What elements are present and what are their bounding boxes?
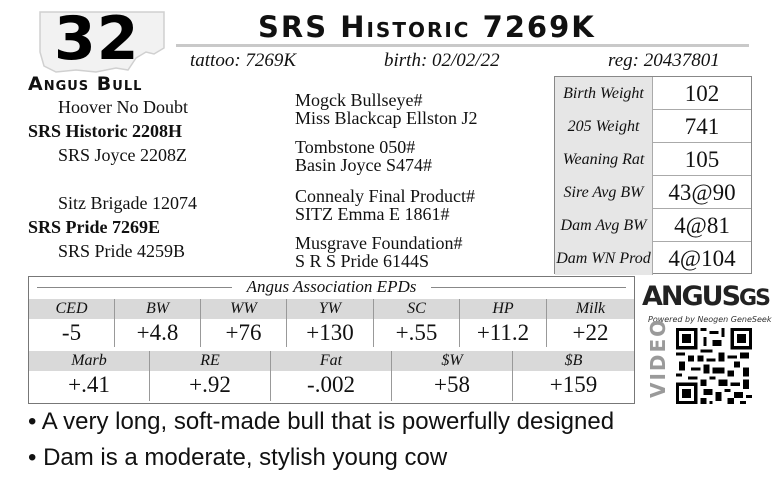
logo-main-text: ANGUS	[642, 281, 740, 312]
epd-title: Angus Association EPDs	[246, 277, 417, 296]
pedigree-ggp-1: Mogck Bullseye#	[295, 90, 423, 110]
pedigree-ggp-2: Miss Blackcap Ellston J2	[295, 108, 478, 128]
epd-table	[28, 276, 635, 404]
table-row	[555, 176, 751, 209]
pedigree-ggp-4: Basin Joyce S474#	[295, 155, 432, 175]
perf-label-dam-wn-prod: Dam WN Prod	[555, 242, 653, 275]
registration-text: reg: 20437801	[608, 50, 720, 71]
pedigree-sire-dam: SRS Joyce 2208Z	[58, 145, 188, 165]
perf-label-dam-avg-bw: Dam Avg BW	[555, 209, 653, 242]
epd-value-ced: -5	[29, 319, 115, 347]
perf-value-sire-avg-bw: 43@90	[668, 180, 736, 205]
table-row	[555, 77, 751, 110]
epd-label-sc: SC	[374, 299, 460, 319]
epd-value-milk: +22	[572, 320, 609, 345]
performance-table	[554, 76, 752, 274]
pedigree-sire-sire: Hoover No Doubt	[58, 97, 188, 117]
pedigree-ggp-8: S R S Pride 6144S	[295, 251, 430, 271]
note-2: • Dam is a moderate, stylish young cow	[28, 444, 448, 471]
table-row	[555, 143, 751, 176]
epd-value-w-index: +58	[392, 371, 513, 401]
lot-number: 32	[54, 4, 140, 74]
epd-row1-header	[29, 299, 634, 319]
perf-label-birth-weight: Birth Weight	[555, 77, 653, 110]
perf-value-dam-wn-prod: 4@104	[668, 246, 736, 271]
title-divider	[176, 44, 749, 47]
perf-value-dam-avg-bw: 4@81	[674, 213, 730, 238]
pedigree-dam-sire: Sitz Brigade 12074	[58, 193, 197, 213]
birth-date-text: birth: 02/02/22	[384, 50, 500, 71]
pedigree-ggp-5: Connealy Final Product#	[295, 186, 475, 206]
qr-code-icon[interactable]	[676, 328, 752, 404]
epd-label-milk: Milk	[575, 300, 606, 317]
epd-value-fat: -.002	[271, 371, 392, 401]
note-1: • A very long, soft-made bull that is powerfully designed	[28, 408, 615, 435]
animal-type-label: Angus Bull	[28, 73, 143, 95]
perf-label-sire-avg-bw: Sire Avg BW	[555, 176, 653, 209]
epd-value-bw: +4.8	[115, 319, 201, 347]
epd-label-marb: Marb	[29, 351, 150, 371]
perf-label-205-weight: 205 Weight	[555, 110, 653, 143]
epd-value-b-index: +159	[549, 372, 598, 397]
animal-name-title: SRS Historic 7269K	[258, 10, 596, 44]
logo-suffix-text: GS	[739, 286, 769, 311]
logo-subtitle: Powered by Neogen GeneSeek	[648, 315, 772, 324]
perf-value-weaning-ratio: 105	[684, 147, 720, 172]
pedigree-dam: SRS Pride 7269E	[28, 217, 161, 237]
epd-label-fat: Fat	[271, 351, 392, 371]
table-row	[555, 209, 751, 242]
epd-label-re: RE	[150, 351, 271, 371]
perf-label-weaning-ratio: Weaning Rat	[555, 143, 653, 176]
epd-label-ww: WW	[201, 299, 287, 319]
pedigree-ggp-6: SITZ Emma E 1861#	[295, 204, 450, 224]
lot-badge	[36, 4, 170, 76]
tattoo-text: tattoo: 7269K	[190, 50, 297, 71]
epd-value-re: +.92	[150, 371, 271, 401]
epd-label-w-index: $W	[392, 351, 513, 371]
table-row	[555, 110, 751, 143]
pedigree-ggp-3: Tombstone 050#	[295, 137, 416, 157]
pedigree-ggp-7: Musgrave Foundation#	[295, 233, 463, 253]
angus-gs-logo	[642, 281, 769, 312]
video-label: VIDEO	[646, 317, 670, 398]
epd-label-ced: CED	[29, 299, 115, 319]
pedigree-dam-dam: SRS Pride 4259B	[58, 241, 186, 261]
perf-value-birth-weight: 102	[684, 81, 720, 106]
epd-value-sc: +.55	[374, 319, 460, 347]
perf-value-205-weight: 741	[684, 114, 720, 139]
epd-row2-header	[29, 351, 634, 371]
epd-label-bw: BW	[115, 299, 201, 319]
epd-label-hp: HP	[460, 299, 547, 319]
epd-label-yw: YW	[287, 299, 374, 319]
table-row	[555, 242, 751, 275]
epd-value-marb: +.41	[29, 371, 150, 401]
pedigree-sire: SRS Historic 2208H	[28, 121, 183, 141]
epd-value-hp: +11.2	[460, 319, 547, 347]
epd-label-b-index: $B	[564, 352, 583, 369]
epd-value-ww: +76	[201, 319, 287, 347]
epd-value-yw: +130	[287, 319, 374, 347]
